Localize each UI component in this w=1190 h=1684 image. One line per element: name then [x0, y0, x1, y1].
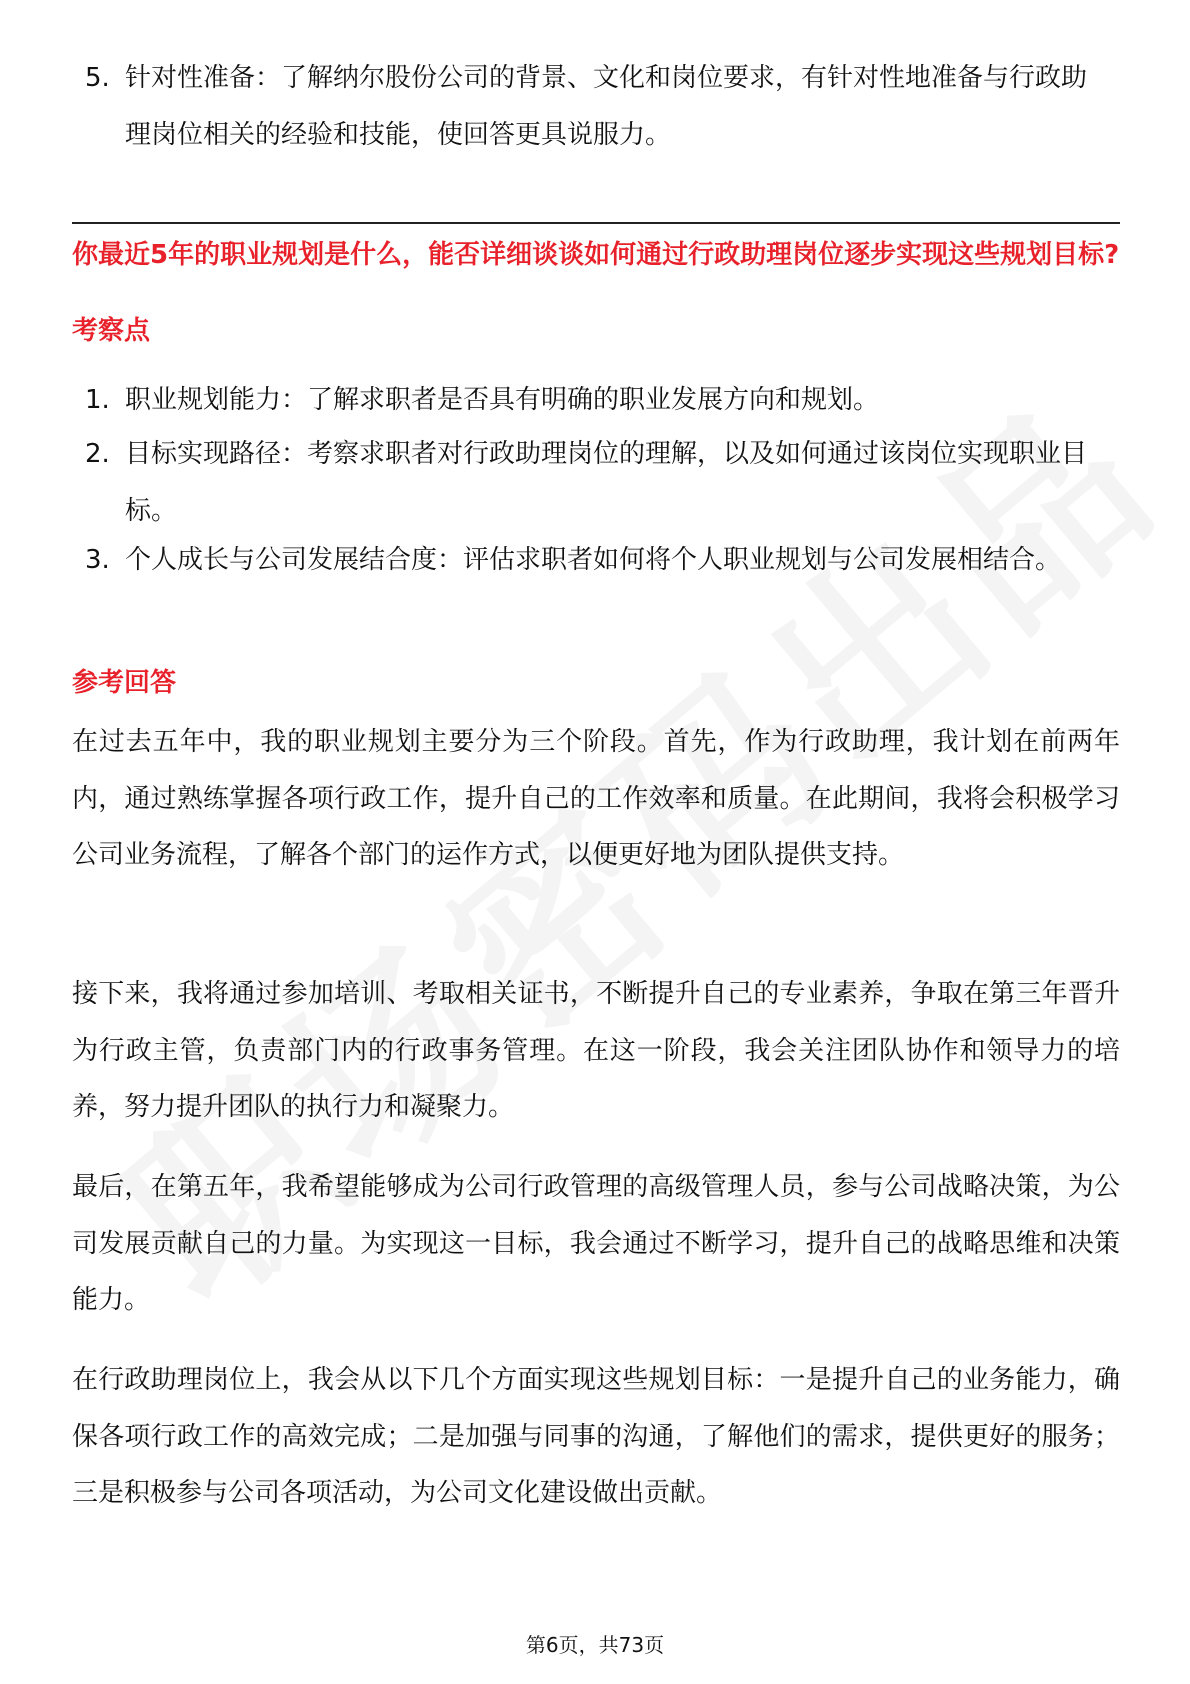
list-item-number: 5. [85, 63, 110, 93]
answer-paragraph: 在行政助理岗位上，我会从以下几个方面实现这些规划目标：一是提升自己的业务能力，确保各项行政工作的高效完成；二是加强与同事的沟通，了解他们的需求，提供更好的服务；三是积极参与公司各项活动，为公司文化建设做出贡献。 [72, 1365, 1120, 1508]
page-footer: 第6页，共73页 [525, 1633, 665, 1657]
list-item-text: 职业规划能力：了解求职者是否具有明确的职业发展方向和规划。 [125, 385, 880, 415]
list-item-text: 目标实现路径：考察求职者对行政助理岗位的理解，以及如何通过该岗位实现职业目标。 [125, 439, 1088, 526]
answer-paragraph: 接下来，我将通过参加培训、考取相关证书，不断提升自己的专业素养，争取在第三年晋升为行政主管，负责部门内的行政事务管理。在这一阶段，我会关注团队协作和领导力的培养，努力提升团队的执行力和凝聚力。 [72, 979, 1120, 1122]
question-heading: 你最近5年的职业规划是什么，能否详细谈谈如何通过行政助理岗位逐步实现这些规划目标? [72, 240, 1120, 270]
answer-paragraph: 在过去五年中，我的职业规划主要分为三个阶段。首先，作为行政助理，我计划在前两年内，通过熟练掌握各项行政工作，提升自己的工作效率和质量。在此期间，我将会积极学习公司业务流程，了解各个部门的运作方式，以便更好地为团队提供支持。 [72, 727, 1120, 870]
answer-paragraph: 最后，在第五年，我希望能够成为公司行政管理的高级管理人员，参与公司战略决策，为公司发展贡献自己的力量。为实现这一目标，我会通过不断学习，提升自己的战略思维和决策能力。 [72, 1172, 1120, 1315]
section-divider [72, 222, 1120, 224]
list-item-text: 针对性准备：了解纳尔股份公司的背景、文化和岗位要求，有针对性地准备与行政助理岗位相关的经验和技能，使回答更具说服力。 [125, 63, 1088, 150]
list-item-number: 2. [85, 439, 110, 469]
section-title-answer: 参考回答 [72, 668, 177, 698]
section-title-points: 考察点 [72, 316, 151, 346]
list-item-text: 个人成长与公司发展结合度：评估求职者如何将个人职业规划与公司发展相结合。 [125, 545, 1062, 575]
list-item-number: 3. [85, 545, 110, 575]
list-item-number: 1. [85, 385, 110, 415]
